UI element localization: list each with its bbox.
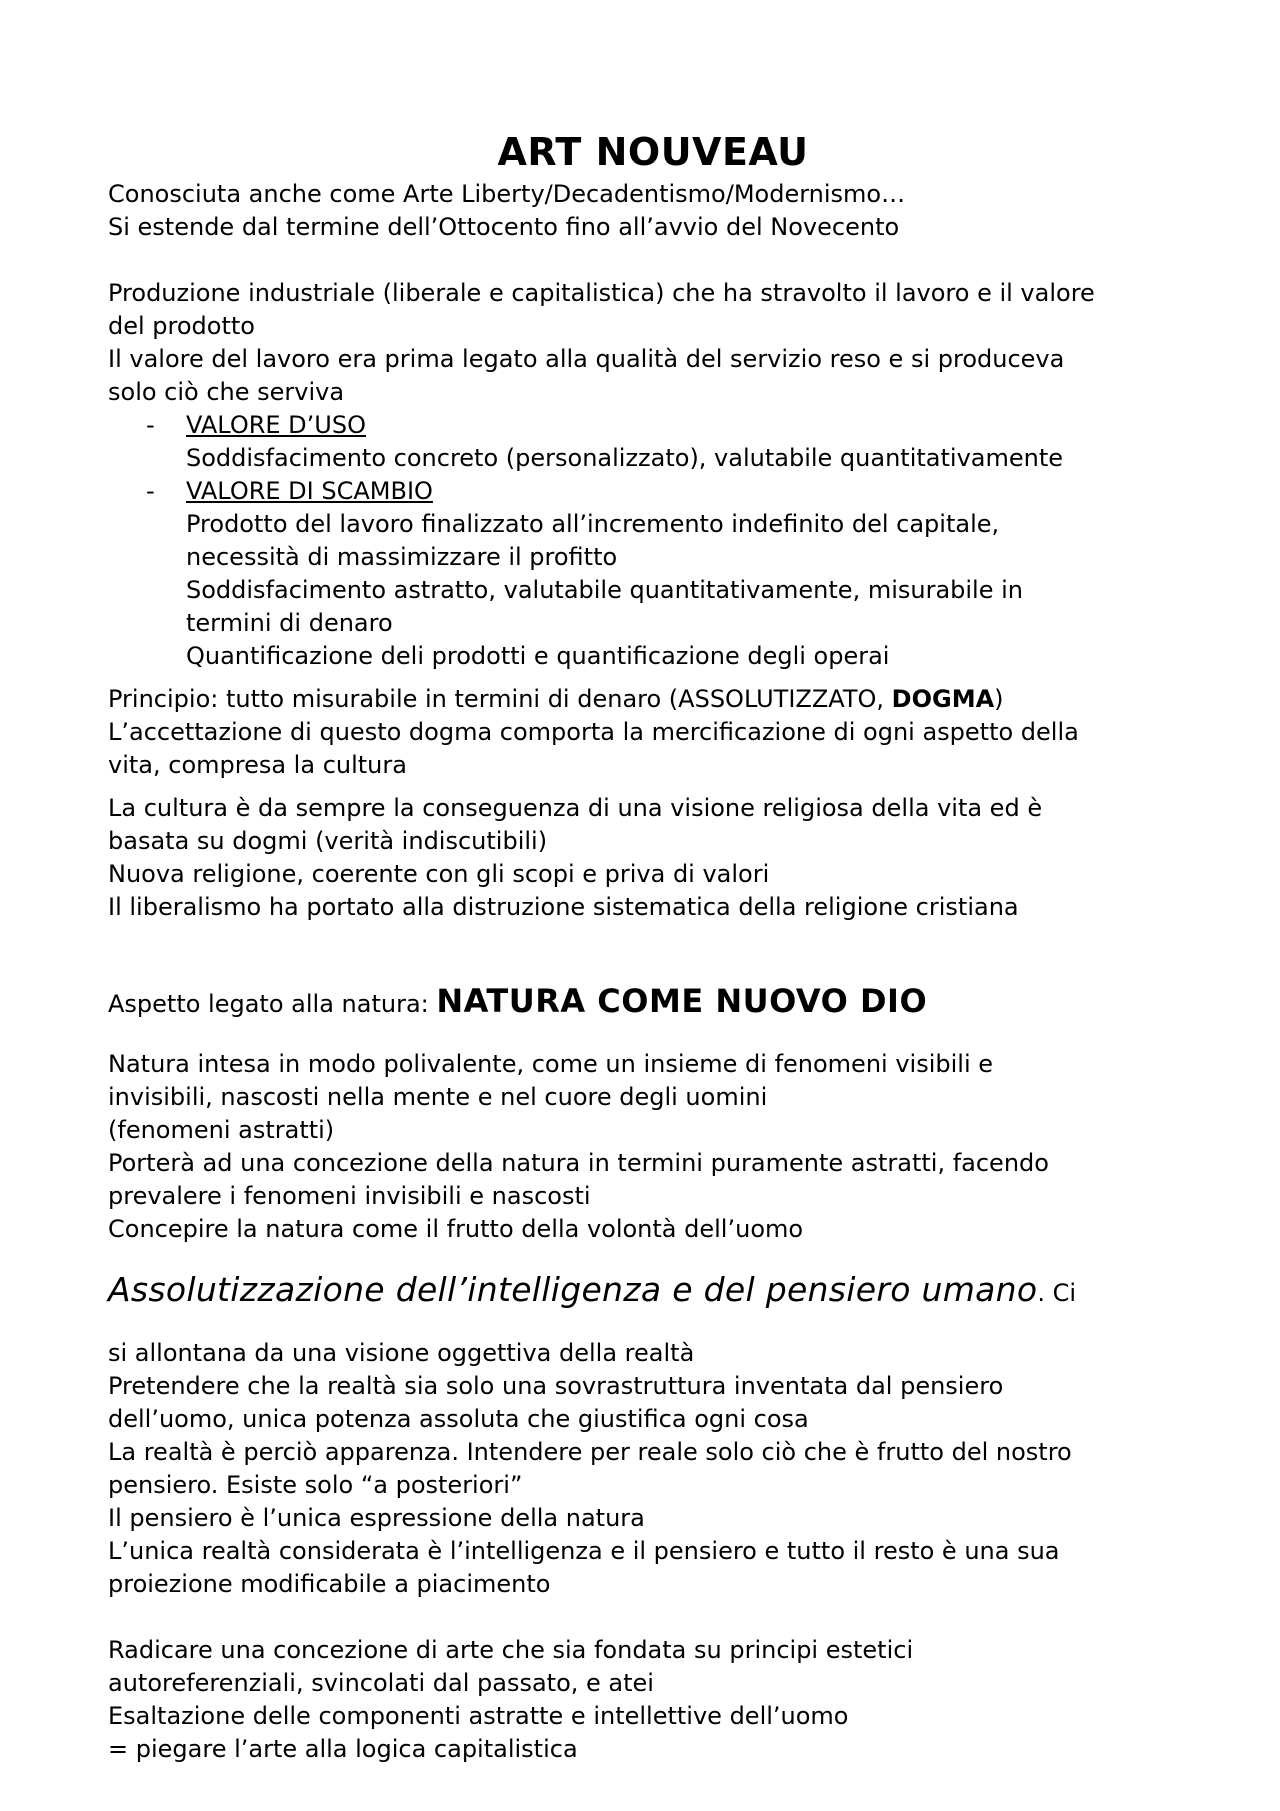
nature-line: invisibili, nascosti nella mente e nel cuore degli uomini [108,1083,768,1111]
art-line: autoreferenziali, svincolati dal passato, e atei [108,1669,654,1697]
thought-line: si allontana da una visione oggettiva della realtà [108,1339,695,1367]
principle-line: L’accettazione di questo dogma comporta la mercificazione di ogni aspetto della [108,718,1079,746]
dogma-bold: DOGMA [891,685,995,713]
nature-line: Porterà ad una concezione della natura in termini puramente astratti, facendo [108,1149,1049,1177]
page-title: ART NOUVEAU [497,130,809,174]
art-line: Esaltazione delle componenti astratte e intellettive dell’uomo [108,1702,849,1730]
bullet-item [108,475,1198,508]
bullet-text: Quantificazione deli prodotti e quantificazione degli operai [186,642,890,670]
culture-line: Il liberalismo ha portato alla distruzione sistematica della religione cristiana [108,893,1019,921]
thought-line: Il pensiero è l’unica espressione della natura [108,1504,645,1532]
bullet-text: Soddisfacimento concreto (personalizzato), valutabile quantitativamente [186,444,1064,472]
culture-line: basata su dogmi (verità indiscutibili) [108,827,548,855]
bullet-item [108,409,1198,442]
thought-heading-line: Assolutizzazione dell’intelligenza e del pensiero umano. Ci [108,1270,1077,1309]
intro-line: Si estende dal termine dell’Ottocento fino all’avvio del Novecento [108,213,900,241]
art-line: = piegare l’arte alla logica capitalistica [108,1735,578,1763]
culture-line: Nuova religione, coerente con gli scopi e priva di valori [108,860,770,888]
production-line: del prodotto [108,312,255,340]
bullet-dash: - [146,411,155,439]
bullet-label: VALORE DI SCAMBIO [186,477,433,505]
bullet-dash: - [146,477,155,505]
nature-line: (fenomeni astratti) [108,1116,335,1144]
intro-line: Conosciuta anche come Arte Liberty/Decadentismo/Modernismo… [108,180,906,208]
production-line: solo ciò che serviva [108,378,345,406]
nature-heading-line: Aspetto legato alla natura: NATURA COME NUOVO DIO [108,982,928,1020]
production-line: Produzione industriale (liberale e capitalistica) che ha stravolto il lavoro e il valore [108,279,1095,307]
bullet-text: Prodotto del lavoro finalizzato all’incremento indefinito del capitale, [186,510,1000,538]
art-line: Radicare una concezione di arte che sia fondata su principi estetici [108,1636,914,1664]
principle-line: vita, compresa la cultura [108,751,407,779]
thought-line: L’unica realtà considerata è l’intelligenza e il pensiero e tutto il resto è una sua [108,1537,1060,1565]
nature-line: Natura intesa in modo polivalente, come un insieme di fenomeni visibili e [108,1050,993,1078]
thought-line: La realtà è perciò apparenza. Intendere per reale solo ciò che è frutto del nostro [108,1438,1072,1466]
bullet-text: necessità di massimizzare il profitto [186,543,618,571]
thought-line: dell’uomo, unica potenza assoluta che giustifica ogni cosa [108,1405,809,1433]
bullet-label: VALORE D’USO [186,411,366,439]
nature-line: Concepire la natura come il frutto della volontà dell’uomo [108,1215,804,1243]
document-page [108,128,1198,1766]
culture-line: La cultura è da sempre la conseguenza di una visione religiosa della vita ed è [108,794,1043,822]
thought-heading: Assolutizzazione dell’intelligenza e del pensiero umano [108,1270,1038,1309]
thought-line: Pretendere che la realtà sia solo una sovrastruttura inventata dal pensiero [108,1372,1004,1400]
bullet-text: termini di denaro [186,609,393,637]
production-line: Il valore del lavoro era prima legato alla qualità del servizio reso e si produceva [108,345,1065,373]
principle-line: Principio: tutto misurabile in termini di denaro (ASSOLUTIZZATO, DOGMA) [108,685,1004,713]
thought-line: proiezione modificabile a piacimento [108,1570,551,1598]
nature-heading: NATURA COME NUOVO DIO [436,982,928,1020]
thought-line: pensiero. Esiste solo “a posteriori” [108,1471,523,1499]
nature-line: prevalere i fenomeni invisibili e nascosti [108,1182,591,1210]
bullet-text: Soddisfacimento astratto, valutabile quantitativamente, misurabile in [186,576,1023,604]
